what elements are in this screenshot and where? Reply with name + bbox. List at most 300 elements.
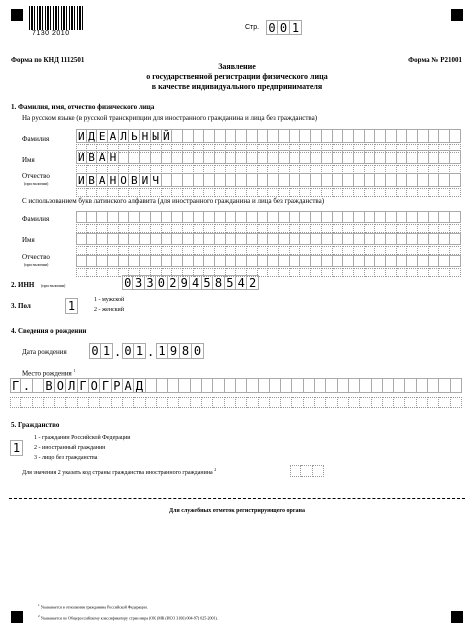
char-cell [354,129,365,143]
char-cell [333,188,344,197]
char-cell [290,150,301,164]
gender-label: 3. Пол [11,302,31,310]
char-cell [281,397,292,408]
lat-surname-field-row2[interactable] [76,224,461,233]
char-cell [418,150,429,164]
char-cell [290,255,301,267]
char-cell [375,224,386,233]
char-cell [439,255,450,267]
char-cell [279,268,290,277]
char-cell [162,246,173,255]
footnote-1-text: Указывается в отношении гражданина Российской Федерации. [40,604,148,610]
char-cell [172,173,183,187]
char-cell: В [129,173,140,187]
char-cell [375,150,386,164]
char-cell [290,268,301,277]
char-cell [226,150,237,164]
char-cell [236,150,247,164]
section4-heading: 4. Сведения о рождении [11,327,87,335]
char-cell: 1 [65,298,78,314]
patronymic-field[interactable] [76,173,461,187]
char-cell [279,188,290,197]
citizenship-option-2: 2 - иностранный гражданин [34,445,106,451]
date-separator: . [114,345,122,359]
char-cell [87,233,98,245]
char-cell [204,246,215,255]
char-cell [407,246,418,255]
char-cell [290,233,301,245]
char-cell [119,211,130,223]
char-cell [386,246,397,255]
char-cell [365,224,376,233]
char-cell [268,150,279,164]
lat-surname-field[interactable] [76,211,461,223]
char-cell [270,378,281,393]
char-cell [375,173,386,187]
char-cell [258,129,269,143]
char-cell [450,211,461,223]
char-cell: О [55,378,66,393]
char-cell [204,255,215,267]
char-cell [429,255,440,267]
char-cell [439,173,450,187]
char-cell [343,211,354,223]
char-cell [397,211,408,223]
char-cell [397,246,408,255]
char-cell [397,268,408,277]
char-cell [247,378,258,393]
russian-note: На русском языке (в русской транскрипции для иностранного гражданина и лица без гражданства) [22,114,318,122]
char-cell: . [21,378,32,393]
char-cell [123,397,134,408]
char-cell [108,211,119,223]
char-cell [247,150,258,164]
patronymic-field-row2[interactable] [76,188,461,197]
patronymic-label: Отчество [22,172,50,180]
char-cell [151,224,162,233]
official-heading: Для служебных отметок регистрирующего органа [168,508,306,514]
surname-field[interactable] [76,129,461,143]
lat-name-field-row2[interactable] [76,246,461,255]
char-cell [354,268,365,277]
char-cell [300,255,311,267]
char-cell [281,378,292,393]
lat-patronymic-sub: (при наличии) [24,262,49,267]
char-cell [108,246,119,255]
char-cell [397,129,408,143]
char-cell: Й [162,129,173,143]
char-cell [204,173,215,187]
char-cell [236,246,247,255]
char-cell [450,150,461,164]
char-cell [236,255,247,267]
birth-month-field[interactable] [122,343,146,359]
char-cell: 8 [180,343,192,359]
inn-field[interactable] [122,275,259,290]
char-cell [119,233,130,245]
char-cell [304,378,315,393]
char-cell [428,378,439,393]
char-cell [354,246,365,255]
char-cell [258,224,269,233]
footnote-1-sup: 1 [38,603,40,607]
char-cell [157,397,168,408]
char-cell [417,397,428,408]
char-cell [407,150,418,164]
char-cell [247,129,258,143]
char-cell: Д [134,378,145,393]
char-cell [365,268,376,277]
char-cell [194,173,205,187]
char-cell [418,211,429,223]
char-cell [343,173,354,187]
inn-label: 2. ИНН [11,281,35,289]
char-cell [204,233,215,245]
char-cell [172,224,183,233]
name-label: Имя [22,156,35,164]
char-cell [322,150,333,164]
name-field[interactable] [76,150,461,164]
char-cell [247,211,258,223]
char-cell [236,378,247,393]
char-cell [194,150,205,164]
birth-place-label-text: Место рождения [22,369,72,378]
char-cell [375,268,386,277]
char-cell [258,211,269,223]
char-cell [338,378,349,393]
char-cell [290,224,301,233]
char-cell: 3 [145,275,156,290]
char-cell [97,268,108,277]
char-cell [301,465,312,477]
char-cell [311,255,322,267]
char-cell [372,397,383,408]
char-cell [268,255,279,267]
char-cell [322,268,333,277]
char-cell [407,211,418,223]
char-cell: Л [66,378,77,393]
char-cell [429,173,440,187]
char-cell [439,150,450,164]
char-cell [129,188,140,197]
char-cell: Ы [151,129,162,143]
gender-field[interactable] [65,298,78,314]
char-cell [194,255,205,267]
char-cell: Г [78,378,89,393]
footnote-2 [38,614,218,620]
char-cell [204,188,215,197]
char-cell [183,224,194,233]
char-cell [76,255,87,267]
char-cell [140,150,151,164]
char-cell [140,188,151,197]
lat-name-label: Имя [22,236,35,244]
char-cell [183,233,194,245]
char-cell [183,211,194,223]
char-cell [343,268,354,277]
char-cell: Ь [129,129,140,143]
char-cell [162,211,173,223]
char-cell [119,224,130,233]
char-cell [129,224,140,233]
char-cell [375,188,386,197]
char-cell [55,397,66,408]
char-cell [386,150,397,164]
char-cell [76,233,87,245]
char-cell [279,211,290,223]
char-cell [386,268,397,277]
char-cell [418,129,429,143]
char-cell [279,255,290,267]
char-cell [247,224,258,233]
char-cell [119,188,130,197]
char-cell: 1 [101,343,113,359]
char-cell [450,129,461,143]
corner-marker-bottom-right [451,611,463,623]
char-cell [407,224,418,233]
char-cell [108,224,119,233]
corner-marker-top-left [11,9,23,21]
char-cell [236,129,247,143]
char-cell [429,188,440,197]
char-cell [44,397,55,408]
char-cell [354,255,365,267]
char-cell [247,246,258,255]
char-cell: 0 [192,343,204,359]
char-cell: Е [97,129,108,143]
char-cell [311,268,322,277]
char-cell: 1 [10,440,23,456]
char-cell: А [97,150,108,164]
char-cell [300,188,311,197]
char-cell: 0 [89,343,101,359]
char-cell [119,150,130,164]
char-cell [290,465,301,477]
char-cell [439,397,450,408]
char-cell [292,397,303,408]
char-cell [87,268,98,277]
char-cell [343,188,354,197]
char-cell [386,224,397,233]
char-cell: 0 [122,343,134,359]
char-cell [418,224,429,233]
char-cell: О [119,173,130,187]
char-cell: И [76,129,87,143]
char-cell [183,246,194,255]
char-cell [386,211,397,223]
char-cell [151,150,162,164]
char-cell: 4 [190,275,201,290]
char-cell [354,224,365,233]
char-cell [279,173,290,187]
char-cell: В [87,173,98,187]
char-cell [172,255,183,267]
char-cell [236,211,247,223]
char-cell: Ч [151,173,162,187]
char-cell [10,397,21,408]
char-cell [333,150,344,164]
birth-day-field[interactable] [89,343,113,359]
char-cell: Р [112,378,123,393]
char-cell [226,173,237,187]
char-cell: 3 [133,275,144,290]
char-cell [247,188,258,197]
char-cell [226,224,237,233]
char-cell [365,150,376,164]
char-cell [112,397,123,408]
birth-place-field-row2[interactable] [10,397,462,408]
char-cell [450,255,461,267]
char-cell [236,188,247,197]
char-cell [311,173,322,187]
lat-surname-label: Фамилия [22,215,50,223]
char-cell [215,129,226,143]
char-cell [322,224,333,233]
char-cell: 5 [202,275,213,290]
char-cell [87,255,98,267]
title-line-3: в качестве индивидуального предпринимателя [151,82,323,91]
char-cell [313,465,324,477]
char-cell [439,129,450,143]
page-label: Стр. [245,24,260,31]
char-cell [172,150,183,164]
char-cell [172,188,183,197]
char-cell [290,246,301,255]
char-cell [151,188,162,197]
char-cell [204,224,215,233]
char-cell [202,378,213,393]
char-cell [247,173,258,187]
char-cell [236,233,247,245]
char-cell: Г [100,378,111,393]
char-cell [300,224,311,233]
lat-patronymic-field[interactable] [76,255,461,267]
char-cell [397,188,408,197]
char-cell [343,150,354,164]
char-cell [129,246,140,255]
char-cell: И [76,150,87,164]
char-cell [343,233,354,245]
char-cell [258,188,269,197]
char-cell: 1 [156,343,168,359]
char-cell [386,255,397,267]
char-cell [268,233,279,245]
char-cell: 9 [168,343,180,359]
char-cell [215,255,226,267]
char-cell [394,378,405,393]
char-cell [172,211,183,223]
section1-heading: 1. Фамилия, имя, отчество физического лица [11,103,155,111]
char-cell [418,188,429,197]
char-cell [326,397,337,408]
char-cell [311,246,322,255]
page-number-field [266,20,302,35]
char-cell [134,397,145,408]
char-cell [194,188,205,197]
birth-year-field[interactable] [156,343,204,359]
char-cell: 1 [134,343,146,359]
char-cell [360,397,371,408]
char-cell [119,255,130,267]
birth-place-field[interactable] [10,378,462,393]
char-cell [439,246,450,255]
char-cell [76,268,87,277]
char-cell: А [97,173,108,187]
char-cell [322,246,333,255]
char-cell [194,129,205,143]
corner-marker-top-right [451,9,463,21]
char-cell [386,173,397,187]
lat-patronymic-label: Отчество [22,253,50,261]
char-cell [168,397,179,408]
char-cell [66,397,77,408]
char-cell [333,268,344,277]
char-cell [279,233,290,245]
char-cell [258,173,269,187]
char-cell [343,224,354,233]
char-cell [204,211,215,223]
char-cell [146,397,157,408]
char-cell [258,150,269,164]
char-cell: В [87,150,98,164]
citizenship-field[interactable] [10,440,23,456]
char-cell [429,233,440,245]
char-cell [300,211,311,223]
char-cell [140,224,151,233]
char-cell [429,224,440,233]
footnote-2-sup: 2 [38,614,40,618]
char-cell [418,173,429,187]
char-cell [191,397,202,408]
char-cell [258,233,269,245]
char-cell [76,211,87,223]
char-cell [151,246,162,255]
char-cell [259,397,270,408]
char-cell [450,173,461,187]
corner-marker-bottom-left [11,611,23,623]
char-cell [129,233,140,245]
char-cell [439,378,450,393]
lat-name-field[interactable] [76,233,461,245]
char-cell [129,150,140,164]
char-cell [140,255,151,267]
char-cell [157,378,168,393]
char-cell [365,188,376,197]
char-cell [172,129,183,143]
char-cell [354,211,365,223]
char-cell [97,233,108,245]
char-cell [315,397,326,408]
char-cell [311,188,322,197]
char-cell [268,224,279,233]
char-cell [151,255,162,267]
country-note [22,467,216,476]
char-cell [429,150,440,164]
char-cell: 4 [236,275,247,290]
char-cell: В [44,378,55,393]
birth-date-label: Дата рождения [22,348,67,356]
char-cell [87,224,98,233]
char-cell [258,255,269,267]
char-cell [311,129,322,143]
char-cell [311,224,322,233]
char-cell [76,246,87,255]
country-code-field[interactable] [290,465,324,477]
char-cell [191,378,202,393]
char-cell [194,211,205,223]
char-cell [386,188,397,197]
char-cell [418,233,429,245]
